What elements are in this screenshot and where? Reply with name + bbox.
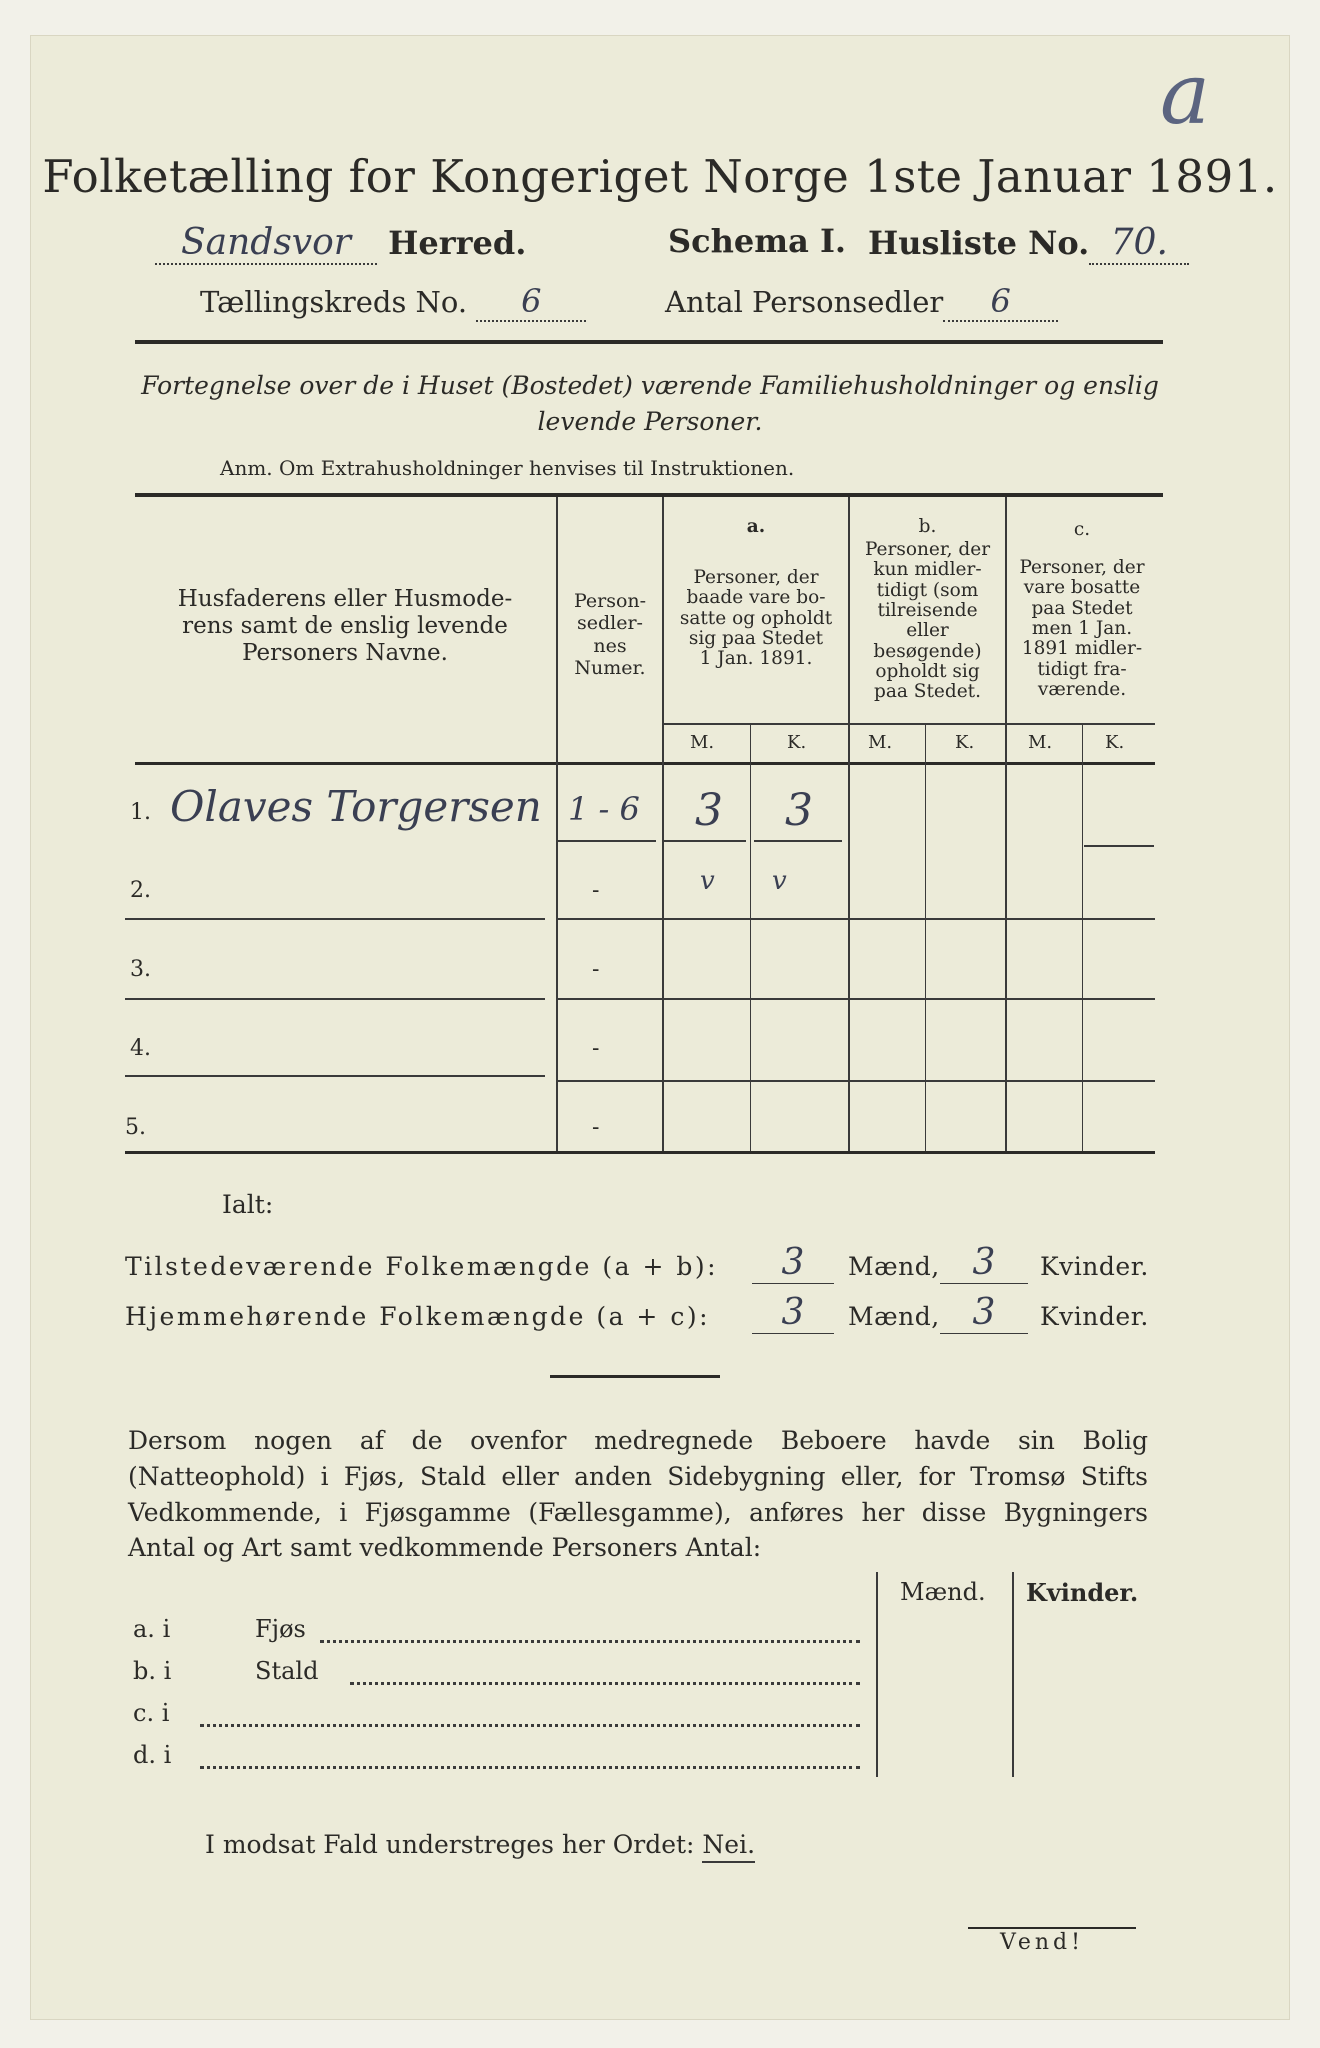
col-name-header-line-2: rens samt de enslig levende [182,613,508,640]
row-3-num: 3. [130,957,151,982]
vend-label: Vend! [1000,1930,1084,1955]
tilstede-label: Tilstedeværende Folkemængde (a + b): [125,1252,719,1281]
col-b-letter: b. [918,516,937,537]
col-line-a-mk [750,725,751,1151]
building-a-letter: a. i [133,1615,171,1643]
tilstede-kvinder-field [940,1242,1028,1284]
col-c-header-line-1: Personer, der [1019,557,1145,578]
col-c-header-line-2: vare bosatte [1023,577,1141,599]
husliste-no-field [1089,222,1189,265]
col-a-header-line-3: satte og opholdt [679,607,833,629]
row-4-name-line [125,1075,545,1077]
building-a-label: Fjøs [255,1615,306,1643]
row-1-a-k: 3 [785,785,813,836]
row-1-ak-underline [754,840,842,842]
row-2-rule [558,918,1155,920]
antal-label: Antal Personsedler [665,285,944,319]
building-b-dots [350,1682,860,1685]
vend-rule [968,1927,1136,1929]
header-rule [135,340,1163,344]
row-3-sedler: - [592,957,600,982]
footer-note-prefix: I modsat Fald understreges her Ordet: [205,1830,695,1859]
antal-value: 6 [990,282,1011,320]
buildings-maend-header: Mænd. [900,1578,986,1606]
herred-name: Sandsvor [180,222,352,263]
section-divider [550,1375,720,1378]
antal-value-field [943,282,1058,322]
tilstede-kvinder-label: Kvinder. [1040,1252,1149,1281]
col-b-header-line-5: eller [906,620,949,642]
buildings-col-line-1 [876,1572,878,1777]
hjemme-kvinder: 3 [972,1292,996,1333]
hjemme-maend-label: Mænd, [848,1302,940,1331]
row-4-sedler: - [592,1036,600,1061]
anm-note: Anm. Om Extrahusholdninger henvises til Instruktionen. [220,456,795,480]
col-b-header-line-3: tidigt (som [876,579,979,601]
row-3-name-line [125,998,545,1000]
tilstede-maend: 3 [781,1242,805,1283]
intro-text [135,368,1165,441]
mk-header-rule [662,723,1155,725]
col-name-header [145,586,545,667]
row-5-num: 5. [125,1115,146,1140]
table-top-rule [135,493,1163,497]
col-a-header-line-2: baade vare bo- [686,587,826,609]
col-name-header-line-1: Husfaderens eller Husmode- [177,586,513,612]
row-1-sedler: 1 - 6 [568,790,640,828]
row-4-rule [558,1080,1155,1082]
herred-line [155,222,526,265]
col-c-header-line-7: værende. [1037,679,1127,701]
kreds-line [200,282,586,322]
husliste-line [868,222,1189,265]
ialt-label: Ialt: [222,1190,274,1219]
row-1-am-underline [664,840,746,842]
footer-note-word: Nei. [702,1830,755,1863]
buildings-col-line-2 [1012,1572,1014,1777]
building-c-letter: c. i [133,1699,170,1727]
col-b-header-line-7: opholdt sig [875,661,980,683]
col-b-header-line-4: tilreisende [877,600,978,622]
row-1-name: Olaves Torgersen [170,782,542,831]
schema-label: Schema I. [668,222,847,260]
col-b-header-line-6: besøgende) [873,640,982,662]
form-title: Folketælling for Kongeriget Norge 1ste Januar 1891. [42,150,1278,203]
col-num-header-line-3: nes [593,634,627,657]
footer-note [205,1830,755,1859]
col-a-header-line-4: sig paa Stedet [688,628,824,650]
col-a-m-label: M. [690,732,715,753]
col-a-letter: a. [746,516,766,537]
row-1-ck-underline [1084,845,1154,847]
herred-label: Herred. [388,224,527,262]
col-c-header-line-6: tidigt fra- [1037,658,1127,680]
col-num-header-line-1: Person- [573,590,647,612]
husliste-no: 70. [1110,222,1168,263]
kreds-no-field [476,282,586,322]
census-form-page [30,35,1290,2020]
row-1-a-m: 3 [695,785,723,836]
row-2-a-m: v [700,866,715,896]
row-5-sedler: - [592,1115,600,1140]
building-d-dots [200,1766,860,1769]
col-c-header [1007,558,1157,700]
col-c-m-label: M. [1028,732,1053,753]
col-num-header-line-2: sedler- [577,612,643,635]
hjemme-maend: 3 [781,1292,805,1333]
col-c-header-line-3: paa Stedet [1031,597,1133,619]
row-2-a-k: v [772,866,787,896]
kreds-no: 6 [521,282,542,320]
hjemme-maend-field [752,1292,834,1334]
building-d-letter: d. i [133,1741,172,1769]
herred-name-field [155,222,377,265]
hjemme-kvinder-field [940,1292,1028,1334]
row-4-num: 4. [130,1036,151,1061]
row-1-num: 1. [130,800,151,825]
corner-mark: a [1160,45,1211,143]
building-b-letter: b. i [133,1657,172,1685]
col-a-header [664,568,848,670]
col-a-header-line-1: Personer, der [693,567,819,588]
kreds-label: Tællingskreds No. [200,285,468,319]
col-num-header [558,590,662,680]
table-bottom-rule [125,1151,1155,1154]
intro-line-2: levende Personer. [537,407,763,437]
col-a-k-label: K. [787,732,807,753]
table-header-rule [135,762,1155,765]
col-b-header [850,540,1005,703]
col-b-k-label: K. [955,732,975,753]
sidebygning-paragraph: Dersom nogen af de ovenfor medregnede Beboere havde sin Bolig (Natteophold) i Fjøs, Stald eller anden Sidebygning eller, for Tromsø Stifts Vedkommende, i Fjøsgamme (Fællesgamme), anføres her disse Bygningers Antal og Art samt vedkommende Personers Antal: [128,1426,1148,1563]
col-a-header-line-5: 1 Jan. 1891. [699,648,813,670]
col-c-header-line-4: men 1 Jan. [1031,618,1133,640]
tilstede-maend-field [752,1242,834,1284]
col-c-header-line-5: 1891 midler- [1021,638,1143,660]
row-3-rule [558,998,1155,1000]
antal-line [665,282,1058,322]
row-2-num: 2. [130,878,151,903]
col-num-header-line-4: Numer. [574,657,646,680]
tilstede-maend-label: Mænd, [848,1252,940,1281]
building-b-label: Stald [255,1657,319,1685]
col-c-letter: c. [1073,519,1091,540]
buildings-kvinder-header: Kvinder. [1026,1578,1139,1607]
row-2-name-line [125,918,545,920]
intro-line-1: Fortegnelse over de i Huset (Bostedet) værende Familiehusholdninger og enslig [141,371,1159,400]
row-2-sedler: - [592,878,600,903]
hjemme-kvinder-label: Kvinder. [1040,1302,1149,1331]
col-b-header-line-8: paa Stedet. [874,681,981,703]
col-line-c-mk [1082,725,1083,1151]
col-b-header-line-2: kun midler- [873,559,982,581]
husliste-label: Husliste No. [868,224,1090,262]
col-b-header-line-1: Personer, der [864,539,991,560]
building-a-dots [320,1640,860,1643]
col-name-header-line-3: Personers Navne. [242,640,448,667]
row-1-num-underline [558,840,656,842]
col-line-b-mk [925,725,926,1151]
building-c-dots [200,1724,860,1727]
col-c-k-label: K. [1105,732,1125,753]
tilstede-kvinder: 3 [972,1242,996,1283]
col-b-m-label: M. [868,732,893,753]
hjemme-label: Hjemmehørende Folkemængde (a + c): [125,1302,710,1331]
